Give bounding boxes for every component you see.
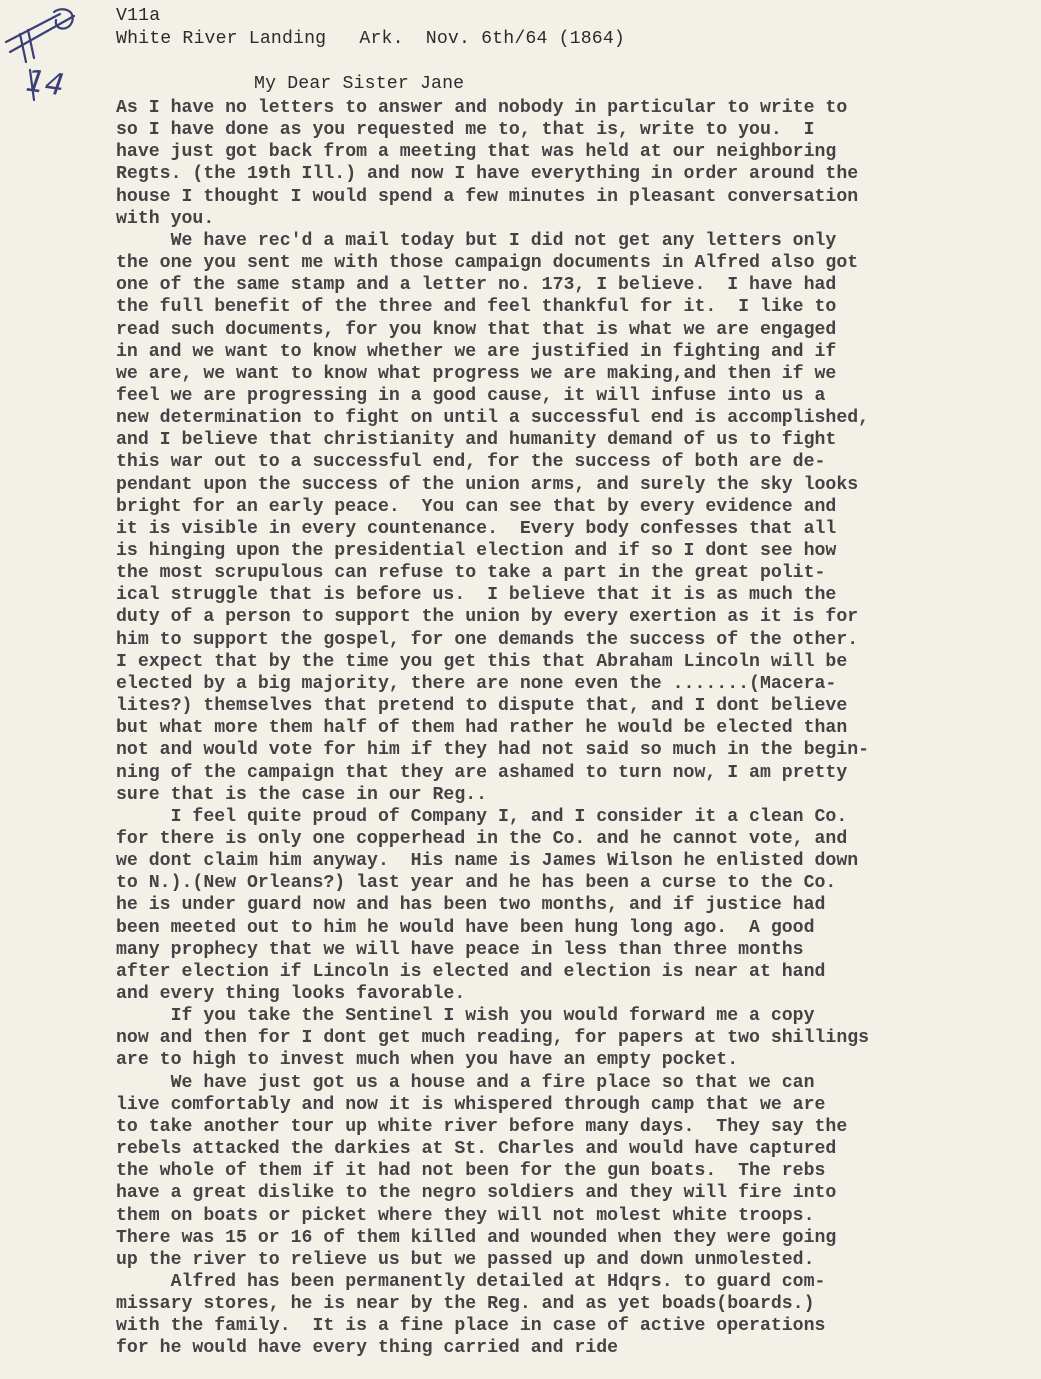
letter-line: rebels attacked the darkies at St. Charles and would have captured bbox=[116, 1139, 837, 1160]
letter-line: we are, we want to know what progress we are making,and then if we bbox=[116, 363, 837, 384]
letter-line: one of the same stamp and a letter no. 173, I believe. I have had bbox=[116, 275, 837, 296]
letter-line: elected by a big majority, there are none even the .......(Macera- bbox=[116, 673, 837, 694]
page-code: V11a bbox=[116, 6, 161, 26]
letter-line: new determination to fight on until a successful end is accomplished, bbox=[116, 408, 870, 429]
letter-line: now and then for I dont get much reading, for papers at two shillings bbox=[116, 1028, 870, 1049]
letter-line: and every thing looks favorable. bbox=[116, 984, 466, 1004]
letter-line: live comfortably and now it is whispered through camp that we are bbox=[116, 1094, 826, 1115]
letter-line: for he would have every thing carried and ride bbox=[116, 1338, 619, 1359]
letter-line: Regts. (the 19th Ill.) and now I have everything in order around the bbox=[116, 164, 859, 185]
letter-line: have just got back from a meeting that was held at our neighboring bbox=[116, 142, 837, 163]
letter-line: to N.).(New Orleans?) last year and he has been a curse to the Co. bbox=[116, 873, 837, 894]
letter-line: I feel quite proud of Company I, and I consider it a clean Co. bbox=[116, 806, 848, 827]
letter-line: the one you sent me with those campaign documents in Alfred also got bbox=[116, 253, 859, 274]
letter-line: There was 15 or 16 of them killed and wounded when they were going bbox=[116, 1227, 837, 1248]
salutation: My Dear Sister Jane bbox=[254, 74, 465, 94]
letter-line: have a great dislike to the negro soldiers and they will fire into bbox=[116, 1183, 837, 1204]
letter-line: in and we want to know whether we are justified in fighting and if bbox=[116, 341, 837, 362]
letter-line: are to high to invest much when you have an empty pocket. bbox=[116, 1050, 739, 1071]
letter-line: not and would vote for him if they had not said so much in the begin- bbox=[116, 740, 870, 761]
letter-line: Alfred has been permanently detailed at Hdqrs. to guard com- bbox=[116, 1271, 826, 1292]
letter-line: we dont claim him anyway. His name is James Wilson he enlisted down bbox=[116, 851, 859, 872]
letter-line: for there is only one copperhead in the Co. and he cannot vote, and bbox=[116, 828, 848, 849]
letter-line: the full benefit of the three and feel thankful for it. I like to bbox=[116, 297, 837, 318]
pen-stroke-3 bbox=[20, 34, 26, 62]
letter-line: and I believe that christianity and humanity demand of us to fight bbox=[116, 430, 837, 451]
letter-line: the whole of them if it had not been for the gun boats. The rebs bbox=[116, 1161, 826, 1182]
letter-line: many prophecy that we will have peace in less than three months bbox=[116, 939, 804, 960]
letter-line: ical struggle that is before us. I believe that it is as much the bbox=[116, 585, 837, 606]
letter-line: it is visible in every countenance. Every body confesses that all bbox=[116, 518, 837, 539]
letter-line: We have just got us a house and a fire place so that we can bbox=[116, 1072, 815, 1093]
letter-line: them on boats or picket where they will not molest white troops. bbox=[116, 1205, 815, 1226]
letter-line: been meeted out to him he would have been hung long ago. A good bbox=[116, 917, 815, 938]
letter-line: he is under guard now and has been two months, and if justice had bbox=[116, 895, 826, 916]
letter-line: pendant upon the success of the union arms, and surely the sky looks bbox=[116, 474, 859, 495]
letter-line: so I have done as you requested me to, that is, write to you. I bbox=[116, 120, 815, 141]
letter-line: sure that is the case in our Reg.. bbox=[116, 784, 488, 805]
letter-line: duty of a person to support the union by every exertion as it is for bbox=[116, 607, 859, 628]
letter-line: missary stores, he is near by the Reg. and as yet boads(boards.) bbox=[116, 1294, 815, 1315]
letter-line: to take another tour up white river before many days. They say the bbox=[116, 1116, 848, 1137]
letter-line: up the river to relieve us but we passed up and down unmolested. bbox=[116, 1249, 815, 1270]
letter-line: If you take the Sentinel I wish you would forward me a copy bbox=[116, 1006, 815, 1027]
letter-line: him to support the gospel, for one demands the success of the other. bbox=[116, 629, 859, 650]
letter-line: the most scrupulous can refuse to take a part in the great polit- bbox=[116, 563, 826, 584]
page-number-handwritten: 14 bbox=[23, 63, 67, 104]
letter-line: but what more them half of them had rather he would be elected than bbox=[116, 718, 848, 739]
letter-line: after election if Lincoln is elected and election is near at hand bbox=[116, 961, 826, 982]
letter-line: As I have no letters to answer and nobody in particular to write to bbox=[116, 98, 848, 118]
letter-line: read such documents, for you know that that is what we are engaged bbox=[116, 319, 837, 340]
letter-line: with the family. It is a fine place in case of active operations bbox=[116, 1316, 826, 1337]
pen-stroke-4 bbox=[28, 30, 34, 58]
letter-line: lites?) themselves that pretend to dispute that, and I dont believe bbox=[116, 696, 848, 717]
letter-line: ning of the campaign that they are ashamed to turn now, I am pretty bbox=[116, 762, 848, 783]
letter-line: We have rec'd a mail today but I did not get any letters only bbox=[116, 230, 837, 251]
letter-line: I expect that by the time you get this that Abraham Lincoln will be bbox=[116, 651, 848, 672]
letter-line: house I thought I would spend a few minutes in pleasant conversation bbox=[116, 186, 859, 207]
letter-line: with you. bbox=[116, 208, 215, 229]
letter-line: this war out to a successful end, for the success of both are de- bbox=[116, 452, 826, 473]
letter-line: feel we are progressing in a good cause, it will infuse into us a bbox=[116, 385, 826, 406]
letter-line: is hinging upon the presidential election and if so I dont see how bbox=[116, 541, 837, 561]
place-date-line: White River Landing Ark. Nov. 6th/64 (1864) bbox=[116, 29, 625, 49]
letter-line: bright for an early peace. You can see that by every evidence and bbox=[116, 496, 837, 517]
